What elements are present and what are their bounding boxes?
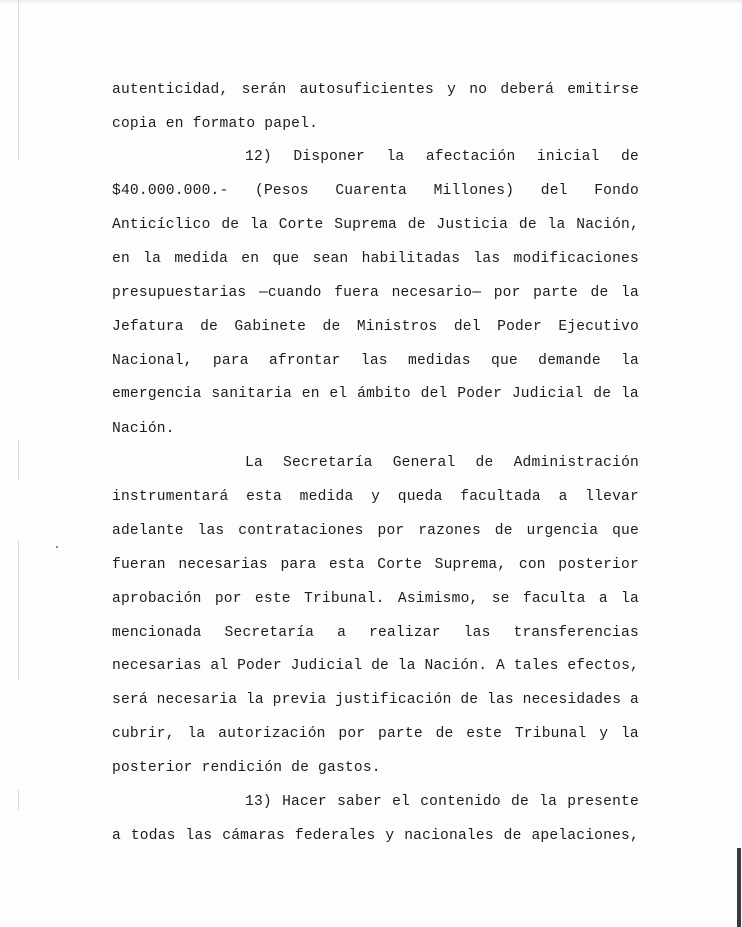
word: presupuestarias [112, 285, 247, 301]
text-line [112, 318, 639, 336]
word: a [629, 692, 639, 708]
word: del [420, 386, 448, 402]
word: autenticidad, [112, 82, 229, 98]
word: de [475, 455, 494, 471]
word: afectación [425, 149, 516, 165]
word: llevar [585, 489, 639, 505]
text-line [112, 250, 639, 268]
word: Suprema [334, 217, 397, 233]
word: razones [418, 523, 481, 539]
word: instrumentará [112, 489, 229, 505]
word: justificación [335, 692, 452, 708]
word: las [197, 523, 225, 539]
word: esta [246, 489, 282, 505]
word: para [280, 557, 317, 573]
text-line [112, 624, 639, 642]
word: Nación, [576, 217, 639, 233]
word: y [371, 489, 381, 505]
word: la [620, 726, 639, 742]
word: las [463, 625, 491, 641]
word: contenido [420, 794, 501, 810]
word: transferencias [513, 625, 639, 641]
word: por [214, 591, 242, 607]
word: la [250, 217, 268, 233]
word: —cuando [258, 285, 322, 301]
word: La [245, 455, 263, 471]
word: que [272, 251, 300, 267]
word: Justicia [436, 217, 509, 233]
word: necesidades [522, 692, 622, 708]
word: del [453, 319, 481, 335]
word: de [590, 285, 609, 301]
text-line [112, 385, 639, 403]
word: saber [337, 794, 382, 810]
word: por [338, 726, 366, 742]
word: la [621, 353, 639, 369]
word: de [460, 692, 479, 708]
word: presente [567, 794, 639, 810]
text-line: posterior rendición de gastos. [112, 760, 381, 776]
word: Tribunal [514, 726, 587, 742]
word: federales [294, 828, 376, 844]
word: sean [312, 251, 349, 267]
word: mencionada [112, 625, 202, 641]
word: Judicial [511, 386, 584, 402]
word: a [558, 489, 568, 505]
word: que [490, 353, 518, 369]
word: todas [130, 828, 176, 844]
word: faculta [522, 591, 586, 607]
word: a [337, 625, 347, 641]
binding-mark [18, 0, 19, 160]
word: con [518, 557, 546, 573]
word: se [491, 591, 510, 607]
word: necesario— [391, 285, 482, 301]
word: Tribunal. [304, 591, 385, 607]
word: posterior [558, 557, 639, 573]
word: medida [174, 251, 229, 267]
page-edge-shadow [737, 848, 741, 927]
word: 13) [245, 794, 272, 810]
word: efectos, [567, 658, 639, 674]
word: de [593, 386, 612, 402]
word: y [385, 828, 395, 844]
word: apelaciones, [531, 828, 639, 844]
word: afrontar [268, 353, 341, 369]
word: no [469, 82, 488, 98]
word: deberá [500, 82, 555, 98]
word: de [371, 658, 390, 674]
word: adelante [112, 523, 184, 539]
word: y [599, 726, 609, 742]
word: autorización [218, 726, 326, 742]
word: previa [272, 692, 327, 708]
word: 12) [245, 149, 272, 165]
text-line [112, 352, 639, 370]
word: emergencia [112, 386, 202, 402]
page-top-shadow [0, 0, 742, 4]
word: necesarias [178, 557, 268, 573]
word: las [360, 353, 388, 369]
word: de [407, 217, 426, 233]
word: Secretaría [283, 455, 373, 471]
text-line [112, 691, 639, 709]
text-line [112, 827, 639, 845]
word: será [112, 692, 148, 708]
word: este [466, 726, 503, 742]
text-line [112, 284, 639, 302]
word: por [493, 285, 521, 301]
word: facultada [460, 489, 541, 505]
word: en [301, 386, 320, 402]
text-line [112, 590, 639, 608]
word: la [397, 658, 416, 674]
word: medidas [408, 353, 471, 369]
word: Gabinete [234, 319, 307, 335]
word: autosuficientes [299, 82, 434, 98]
word: la [187, 726, 206, 742]
word: Asimismo, [397, 591, 479, 607]
word: aprobación [112, 591, 202, 607]
word: de [518, 217, 537, 233]
text-line [112, 81, 639, 99]
text-line [112, 556, 639, 574]
word: serán [241, 82, 287, 98]
text-line [112, 182, 639, 200]
binding-mark [18, 540, 19, 680]
word: Disponer [293, 149, 365, 165]
word: Suprema, [434, 557, 507, 573]
text-line: Nación. [112, 421, 175, 437]
text-line [245, 793, 639, 811]
word: el [329, 386, 348, 402]
word: la [547, 217, 566, 233]
word: modificaciones [513, 251, 639, 267]
word: de [511, 794, 529, 810]
word: demande [538, 353, 601, 369]
word: necesarias [112, 658, 202, 674]
word: el [392, 794, 410, 810]
word: Ejecutivo [558, 319, 639, 335]
word: $40.000.000.- [112, 183, 229, 199]
word: las [473, 251, 501, 267]
word: las [185, 828, 213, 844]
word: Poder [497, 319, 542, 335]
word: cubrir, [112, 726, 175, 742]
word: la [143, 251, 162, 267]
text-line: copia en formato papel. [112, 116, 319, 132]
word: la [539, 794, 558, 810]
text-line [112, 725, 639, 743]
word: las [487, 692, 514, 708]
word: medida [299, 489, 354, 505]
word: Poder [237, 658, 282, 674]
word: necesaria [156, 692, 238, 708]
word: de [621, 149, 639, 165]
word: fueran [112, 557, 166, 573]
text-line [112, 522, 639, 540]
word: a [112, 828, 121, 844]
word: de [221, 217, 240, 233]
binding-mark [18, 790, 19, 810]
word: esta [328, 557, 365, 573]
text-line [112, 657, 639, 675]
word: sanitaria [211, 386, 292, 402]
word: la [620, 386, 639, 402]
word: Cuarenta [335, 183, 407, 199]
word: Anticíclico [112, 217, 211, 233]
word: al [210, 658, 229, 674]
word: General [392, 455, 456, 471]
word: este [254, 591, 291, 607]
word: la [621, 591, 639, 607]
word: Judicial [290, 658, 363, 674]
word: la [621, 285, 639, 301]
text-line [245, 148, 639, 166]
word: Nacional, [112, 353, 193, 369]
text-line [245, 454, 639, 472]
word: Corte [278, 217, 324, 233]
word: del [540, 183, 568, 199]
word: de [435, 726, 454, 742]
word: emitirse [567, 82, 639, 98]
word: urgencia [526, 523, 599, 539]
word: para [212, 353, 249, 369]
word: fuera [334, 285, 380, 301]
word: Corte [377, 557, 423, 573]
word: queda [397, 489, 443, 505]
binding-mark [18, 440, 19, 480]
word: de [200, 319, 218, 335]
word: contrataciones [238, 523, 364, 539]
word: tales [513, 658, 559, 674]
word: A [496, 658, 505, 674]
word: de [503, 828, 522, 844]
word: ámbito [357, 386, 411, 402]
word: y [447, 82, 457, 98]
word: cámaras [222, 828, 285, 844]
word: parte [533, 285, 578, 301]
word: la [386, 149, 405, 165]
word: en [241, 251, 260, 267]
word: la [245, 692, 264, 708]
word: Fondo [594, 183, 639, 199]
word: que [612, 523, 639, 539]
speck-mark [56, 546, 58, 548]
word: Jefatura [112, 319, 184, 335]
word: realizar [369, 625, 441, 641]
word: de [494, 523, 513, 539]
text-line [112, 488, 639, 506]
word: por [377, 523, 405, 539]
word: a [598, 591, 608, 607]
word: habilitadas [361, 251, 461, 267]
word: parte [378, 726, 423, 742]
word: Millones) [433, 183, 515, 199]
word: Nación. [424, 658, 488, 674]
word: de [322, 319, 341, 335]
word: Administración [513, 455, 639, 471]
word: (Pesos [255, 183, 309, 199]
word: en [112, 251, 130, 267]
word: inicial [536, 149, 600, 165]
word: Secretaría [224, 625, 315, 641]
word: Poder [457, 386, 503, 402]
text-line [112, 216, 639, 234]
word: Hacer [282, 794, 327, 810]
word: Ministros [356, 319, 438, 335]
word: nacionales [404, 828, 494, 844]
